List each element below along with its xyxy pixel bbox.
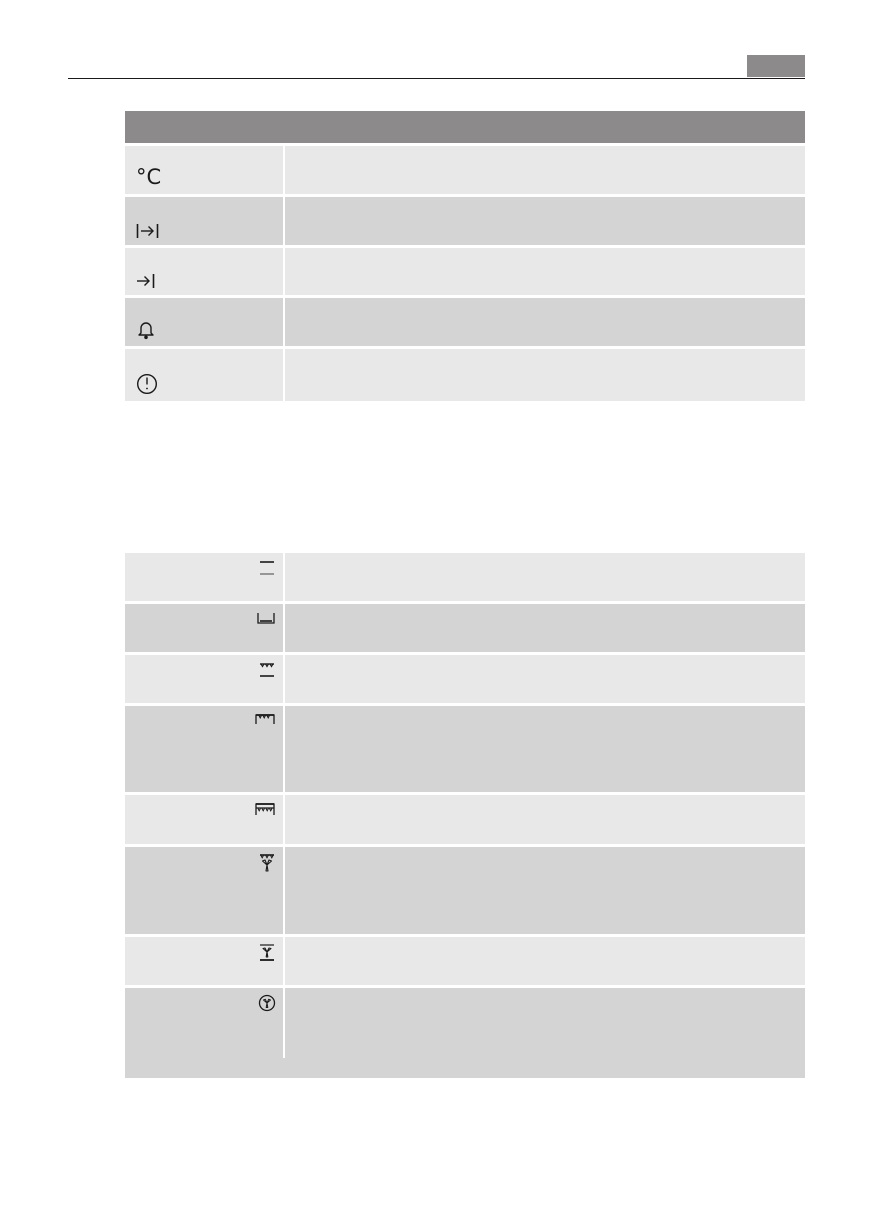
clock-icon bbox=[136, 373, 158, 395]
icon-cell bbox=[125, 604, 283, 652]
table-row bbox=[125, 847, 805, 937]
description-cell bbox=[285, 937, 805, 985]
icon-cell bbox=[125, 847, 283, 934]
table-row bbox=[125, 706, 805, 795]
table-row bbox=[125, 937, 805, 988]
description-cell bbox=[285, 847, 805, 934]
icon-cell bbox=[125, 988, 283, 1058]
grill-icon bbox=[254, 712, 276, 726]
table-row bbox=[125, 146, 805, 197]
table-row bbox=[125, 988, 805, 1058]
table-row bbox=[125, 604, 805, 655]
description-cell bbox=[285, 553, 805, 601]
celsius-icon: °C bbox=[136, 165, 162, 189]
icon-cell bbox=[125, 553, 283, 601]
bottom-heat-icon bbox=[256, 610, 276, 626]
description-cell bbox=[285, 988, 805, 1058]
page-tab bbox=[747, 55, 805, 77]
icon-cell bbox=[125, 706, 283, 792]
end-time-icon bbox=[136, 273, 156, 289]
hot-air-fan-icon bbox=[258, 994, 276, 1012]
duration-icon bbox=[136, 223, 160, 239]
table-row bbox=[125, 298, 805, 349]
table-row bbox=[125, 349, 805, 401]
table-header bbox=[125, 111, 805, 143]
bell-icon bbox=[136, 320, 156, 340]
icon-cell bbox=[125, 298, 283, 346]
icon-cell bbox=[125, 795, 283, 844]
oven-functions-table bbox=[125, 553, 805, 1078]
fan-bottom-heat-icon bbox=[258, 943, 276, 963]
description-cell bbox=[285, 349, 805, 401]
table-footer bbox=[125, 1058, 805, 1078]
icon-cell bbox=[125, 937, 283, 985]
table-row bbox=[125, 248, 805, 298]
table-row bbox=[125, 197, 805, 248]
icon-cell bbox=[125, 197, 283, 245]
table-row bbox=[125, 655, 805, 706]
conventional-heat-icon bbox=[258, 661, 276, 679]
icon-cell bbox=[125, 655, 283, 703]
description-cell bbox=[285, 197, 805, 245]
table-row bbox=[125, 795, 805, 847]
icon-cell bbox=[125, 248, 283, 295]
display-symbols-table bbox=[125, 111, 805, 401]
top-heat-icon bbox=[258, 559, 276, 577]
description-cell bbox=[285, 298, 805, 346]
icon-cell bbox=[125, 146, 283, 194]
turbo-grill-icon bbox=[258, 853, 276, 873]
description-cell bbox=[285, 248, 805, 295]
description-cell bbox=[285, 706, 805, 792]
header-rule bbox=[68, 78, 805, 79]
description-cell bbox=[285, 795, 805, 844]
description-cell bbox=[285, 655, 805, 703]
table-row bbox=[125, 553, 805, 604]
icon-cell bbox=[125, 349, 283, 401]
description-cell bbox=[285, 604, 805, 652]
description-cell bbox=[285, 146, 805, 194]
fast-grill-icon bbox=[254, 801, 276, 817]
